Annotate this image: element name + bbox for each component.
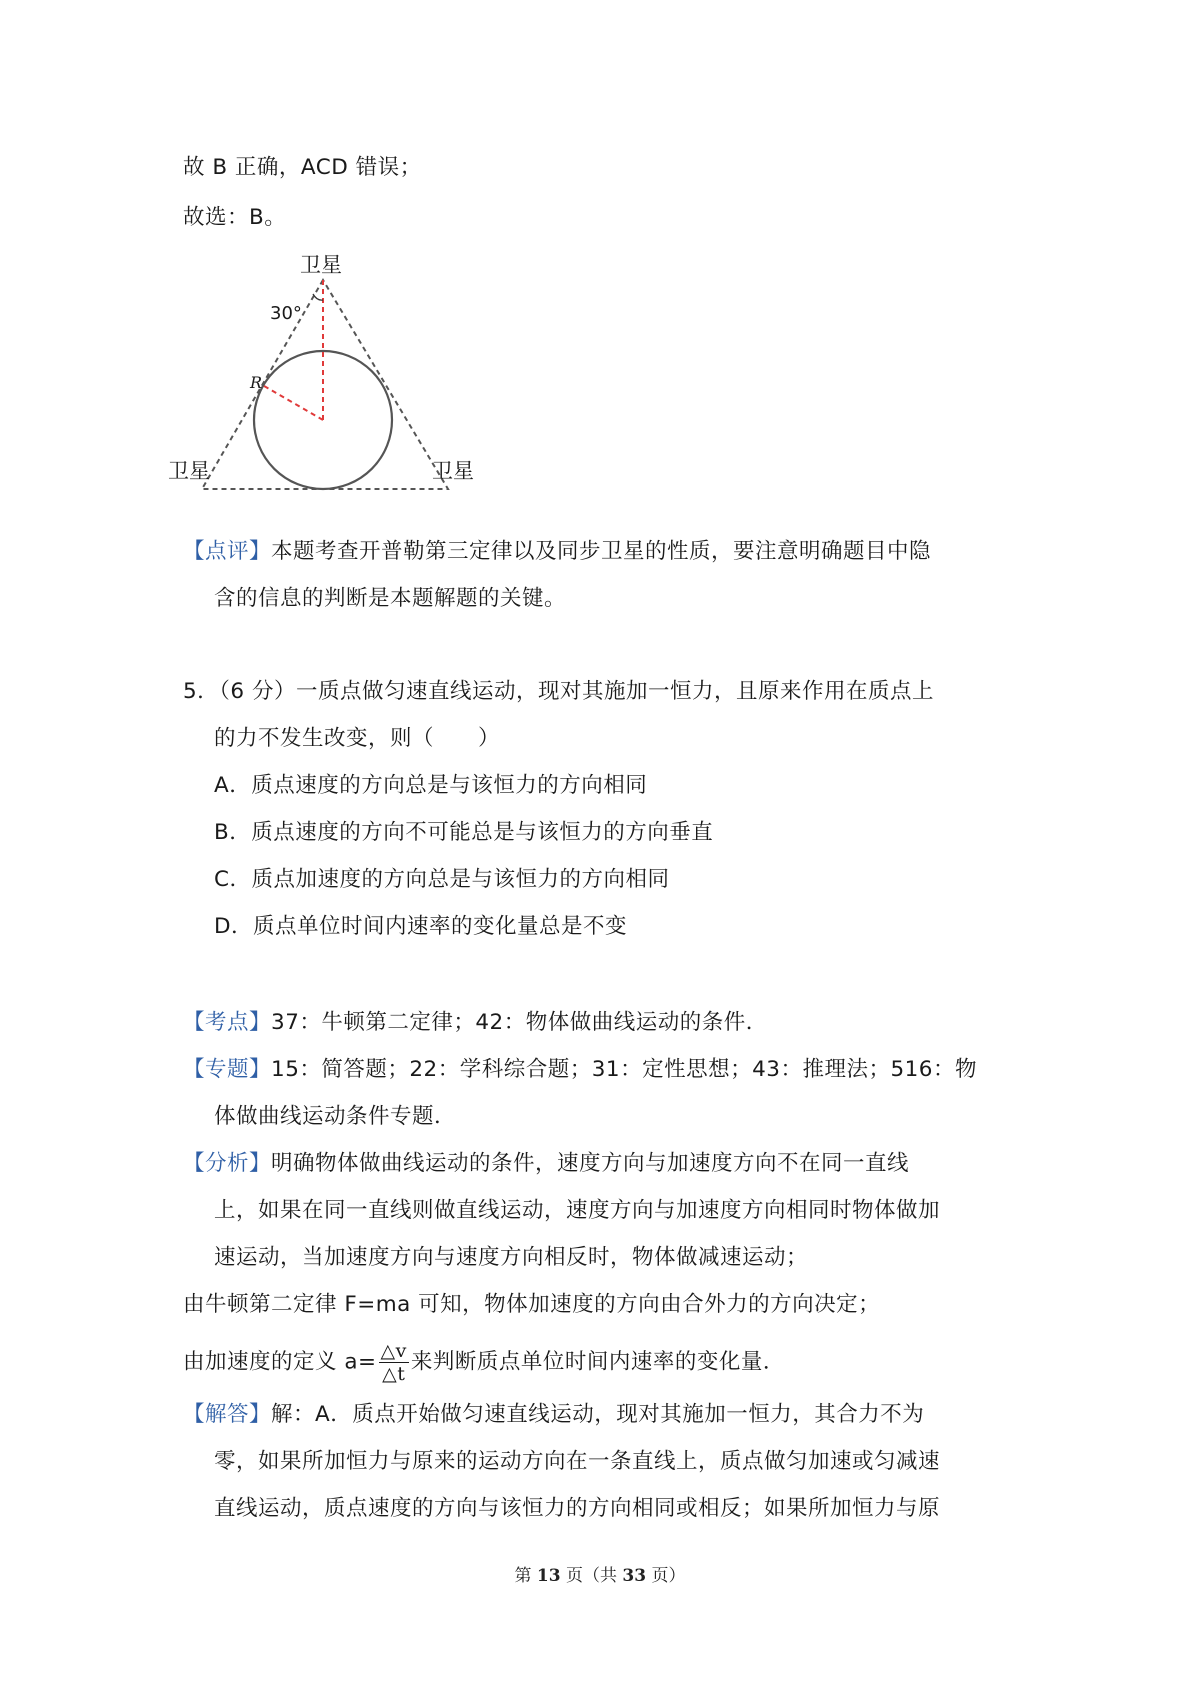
- angle-arc: [313, 294, 323, 300]
- jieda-line-3: 直线运动，质点速度的方向与该恒力的方向相同或相反；如果所加恒力与原: [214, 1496, 941, 1521]
- footer-total-pages: 33: [622, 1566, 647, 1586]
- footer-prefix: 第: [514, 1566, 532, 1586]
- acceleration-fraction: [379, 1340, 409, 1385]
- triangle-dashed-outline: [202, 280, 448, 489]
- jieda-text-1: 解：A．质点开始做匀速直线运动，现对其施加一恒力，其合力不为: [271, 1402, 925, 1427]
- fraction-numerator: △v: [380, 1340, 407, 1362]
- fenxi-text-5-post: 来判断质点单位时间内速率的变化量．: [410, 1349, 785, 1375]
- footer-suffix: 页）: [651, 1566, 686, 1586]
- jieda-line-2: 零，如果所加恒力与原来的运动方向在一条直线上，质点做匀加速或匀减速: [214, 1449, 941, 1474]
- fenxi-line-4: 由牛顿第二定律 F=ma 可知，物体加速度的方向由合外力的方向决定；: [183, 1292, 881, 1317]
- footer-middle: 页（共: [566, 1566, 617, 1586]
- answer-choice-line: 故选：B。: [183, 205, 287, 230]
- review-text-1: 本题考查开普勒第三定律以及同步卫星的性质，要注意明确题目中隐: [271, 539, 932, 564]
- radius-label: R: [250, 373, 263, 392]
- page-footer: [0, 1561, 1200, 1586]
- zhuanti-line-2: 体做曲线运动条件专题．: [214, 1104, 457, 1129]
- fenxi-text-1: 明确物体做曲线运动的条件，速度方向与加速度方向不在同一直线: [271, 1151, 910, 1176]
- fenxi-text-5-pre: 由加速度的定义 a=: [183, 1349, 377, 1375]
- fenxi-line-5: [183, 1340, 785, 1385]
- zhuanti-line-1: [183, 1055, 977, 1085]
- satellite-geometry-diagram: [168, 244, 480, 534]
- review-line-2: 含的信息的判断是本题解题的关键。: [214, 586, 567, 611]
- satellite-label-top: 卫星: [300, 253, 342, 277]
- zhuanti-tag: 【专题】: [183, 1057, 272, 1082]
- zhuanti-text-1: 15：简答题；22：学科综合题；31：定性思想；43：推理法；516：物: [271, 1057, 977, 1082]
- fenxi-tag: 【分析】: [183, 1151, 272, 1176]
- angle-label: 30°: [270, 303, 302, 324]
- kaodian-tag: 【考点】: [183, 1010, 272, 1035]
- option-c: C．质点加速度的方向总是与该恒力的方向相同: [214, 867, 670, 892]
- radius-line-dashed: [264, 386, 323, 420]
- fenxi-line-3: 速运动，当加速度方向与速度方向相反时，物体做减速运动；: [214, 1245, 809, 1270]
- fenxi-line-1: [183, 1149, 909, 1179]
- option-a: A．质点速度的方向总是与该恒力的方向相同: [214, 773, 648, 798]
- kaodian-line: [183, 1008, 768, 1038]
- fraction-denominator: △t: [382, 1363, 406, 1385]
- question-5-stem-line-1: 5．（6 分）一质点做匀速直线运动，现对其施加一恒力，且原来作用在质点上: [183, 679, 934, 704]
- option-d: D．质点单位时间内速率的变化量总是不变: [214, 914, 628, 939]
- fenxi-line-2: 上，如果在同一直线则做直线运动，速度方向与加速度方向相同时物体做加: [214, 1198, 941, 1223]
- question-5-stem-line-2: 的力不发生改变，则（ ）: [214, 726, 501, 751]
- satellite-label-left: 卫星: [168, 459, 210, 483]
- answer-conclusion-line: 故 B 正确，ACD 错误；: [183, 155, 422, 180]
- review-tag: 【点评】: [183, 539, 272, 564]
- option-b: B．质点速度的方向不可能总是与该恒力的方向垂直: [214, 820, 714, 845]
- satellite-label-right: 卫星: [432, 459, 474, 483]
- footer-page-number: 13: [536, 1566, 561, 1586]
- jieda-line-1: [183, 1400, 924, 1430]
- jieda-tag: 【解答】: [183, 1402, 272, 1427]
- review-line-1: [183, 537, 931, 567]
- kaodian-text: 37：牛顿第二定律；42：物体做曲线运动的条件．: [271, 1010, 768, 1035]
